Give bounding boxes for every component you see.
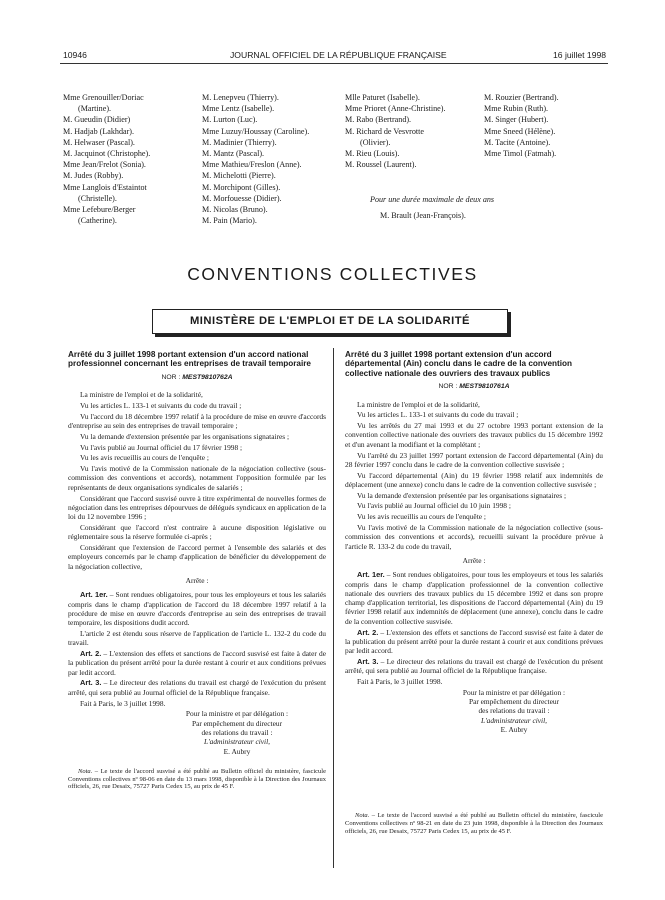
list-item: Mme Mathieu/Freslon (Anne). (202, 160, 302, 170)
decree-title: Arrêté du 3 juillet 1998 portant extension d'un accord national professionnel concernant les entreprises de travail temporaire (68, 350, 311, 369)
paragraph: Vu l'accord départemental (Ain) du 19 février 1998 relatif aux indemnités de déplacement (une annexe) conclu dans le cadre de la convention collective susvisée ; (345, 470, 603, 489)
paragraph: La ministre de l'emploi et de la solidarité, (357, 399, 480, 409)
list-item: Mme Luzuy/Houssay (Caroline). (202, 126, 310, 136)
name-list-col1 (63, 92, 150, 226)
signature-line: des relations du travail : (478, 706, 550, 716)
signatory-name: E. Aubry (223, 746, 251, 756)
article-3 (68, 678, 326, 697)
nota-text: – Le texte de l'accord susvisé a été publié au Bulletin officiel du ministère, fascicule Conventions collectives nº 98-06 en date du 13 mars 1998, disponible à la Direction des Journaux officiels, 26, rue Desaix, 75727 Paris Cedex 15, au prix de 45 F. (68, 767, 326, 791)
decree-title: Arrêté du 3 juillet 1998 portant extension d'un accord départemental (Ain) conclu dans le cadre de la convention collective nationale des ouvriers des travaux publics (345, 350, 573, 378)
paragraph: Vu l'arrêté du 23 juillet 1997 portant extension de l'accord départemental (Ain) du 28 février 1997 conclu dans le cadre de la convention collective susvisée ; (345, 450, 603, 469)
paragraph: Vu l'avis publié au Journal officiel du 17 février 1998 ; (80, 442, 243, 452)
article-1 (345, 570, 603, 626)
nor-reference (345, 382, 603, 391)
list-item: M. Mantz (Pascal). (202, 149, 265, 159)
list-item: M. Rabo (Bertrand). (345, 115, 412, 125)
list-item: Mme Lentz (Isabelle). (202, 104, 275, 114)
list-item: M. Morchipont (Gilles). (202, 182, 281, 192)
list-item: (Olivier). (360, 137, 391, 147)
paragraph: Vu l'avis publié au Journal officiel du 10 juin 1998 ; (357, 501, 511, 511)
column-divider (333, 348, 334, 868)
signature-line: L'administrateur civil, (203, 737, 271, 747)
list-item: M. Tacite (Antoine). (484, 137, 551, 147)
article-text: – Le directeur des relations du travail est chargé de l'exécution du présent arrêté, qui sera publié au Journal officiel de la République française. (68, 678, 326, 697)
article-text: – Sont rendues obligatoires, pour tous les employeurs et tous les salariés compris dans le champ d'application professionnel de la convention collective nationale des ouvriers des travaux publics du 15 décembre 1992 et dans son propre champ d'application territorial, les dispositions de l'accord départemental (Ain) du 19 février 1998 relatif aux indemnités de déplacement (une annexe), conclu dans le cadre de la convention collective susvisée. (345, 570, 603, 626)
journal-title: JOURNAL OFFICIEL DE LA RÉPUBLIQUE FRANÇAISE (230, 50, 447, 60)
list-item: Mme Lefebure/Berger (63, 205, 136, 215)
list-item: M. Roussel (Laurent). (345, 160, 417, 170)
list-item: M. Brault (Jean-François). (380, 211, 466, 221)
section-title: CONVENTIONS COLLECTIVES (187, 264, 478, 284)
list-item: Mme Jean/Frelot (Sonia). (63, 160, 146, 170)
paragraph: Considérant que l'accord susvisé ouvre à titre expérimental de nouvelles formes de négociation dans les entreprises dépourvues de délégués syndicaux en application de la loi du 12 novembre 1996 ; (68, 493, 326, 522)
paragraph: Vu la demande d'extension présentée par les organisations signataires ; (357, 490, 567, 500)
list-item: (Christelle). (78, 193, 117, 203)
nota (68, 768, 326, 791)
article-text: – Sont rendues obligatoires, pour tous les employeurs et tous les salariés compris dans le champ d'application de l'accord du 18 décembre 1997 relatif à la procédure de mise en œuvre d'accords d'entreprise au sein des entreprises de travail temporaire, les dispositions dudit accord. (68, 590, 326, 628)
signature-date: Fait à Paris, le 3 juillet 1998. (357, 677, 443, 687)
duration-heading: Pour une durée maximale de deux ans (370, 195, 495, 204)
list-item: M. Gueudin (Didier) (63, 115, 131, 125)
paragraph: Vu l'accord du 18 décembre 1997 relatif à la procédure de mise en œuvre d'accords d'entreprise au sein des entreprises de travail temporaire ; (68, 411, 326, 430)
paragraph: Considérant que l'extension de l'accord permet à l'ensemble des salariés et des employeurs concernés par le champ d'application de bénéficier du développement de la négociation collective, (68, 543, 326, 571)
name-list-col4 (484, 92, 559, 159)
article-text: – L'extension des effets et sanctions de l'accord susvisé est faite à dater de la publication du présent arrêté pour la durée restant à courir et aux conditions prévues par ledit accord. (68, 649, 326, 677)
list-item: Mme Prioret (Anne-Christine). (345, 104, 446, 114)
signature-line: L'administrateur civil, (480, 715, 548, 725)
signature-date: Fait à Paris, le 3 juillet 1998. (80, 698, 166, 708)
list-item: M. Richard de Vesvrotte (345, 126, 424, 136)
list-item: Mme Timol (Fatmah). (484, 149, 557, 159)
list-item: Mme Rubin (Ruth). (484, 104, 549, 114)
signature-line: des relations du travail : (201, 727, 273, 737)
extra-names (370, 194, 494, 221)
nor-code: MEST9810761A (459, 383, 510, 391)
name-list-col2 (202, 92, 309, 226)
list-item: (Martine). (78, 104, 112, 114)
article-label: Art. 1er. (357, 570, 385, 580)
list-item: M. Helwaser (Pascal). (63, 137, 135, 147)
paragraph: Vu les arrêtés du 27 mai 1993 et du 27 octobre 1993 portant extension de la convention collective nationale des ouvriers des travaux publics du 15 décembre 1992 et d'un avenant la modifiant et la complétant ; (345, 421, 603, 449)
list-item: M. Lurton (Luc). (202, 115, 258, 125)
list-item: M. Hadjab (Lakhdar). (63, 126, 135, 136)
arrete-heading: Arrête : (185, 575, 209, 585)
paragraph: Vu les articles L. 133-1 et suivants du code du travail ; (80, 400, 242, 410)
paragraph: Vu les avis recueillis au cours de l'enquête ; (357, 512, 486, 522)
list-item: Mme Sneed (Hélène). (484, 126, 556, 136)
signature-line: Pour la ministre et par délégation : (462, 687, 566, 697)
list-item: M. Madinier (Thierry). (202, 137, 277, 147)
paragraph: Vu l'avis motivé de la Commission nationale de la négociation collective (sous-commission des conventions et accords), notamment l'opposition formulée par les représentants de deux organisations syndicales de salariés ; (68, 464, 326, 492)
article-label: Art. 3. (80, 678, 102, 688)
issue-date: 16 juillet 1998 (553, 50, 607, 60)
article-1-b: L'article 2 est étendu sous réserve de l'application de l'article L. 132-2 du code du travail. (68, 628, 326, 648)
left-column (68, 350, 326, 793)
nor-reference (68, 373, 326, 382)
paragraph: La ministre de l'emploi et de la solidarité, (80, 390, 203, 400)
right-column (345, 350, 603, 837)
article-3 (345, 657, 603, 676)
article-label: Art. 3. (357, 656, 379, 666)
article-2 (68, 649, 326, 677)
list-item: Mlle Paturet (Isabelle). (345, 93, 420, 102)
article-text: – Le directeur des relations du travail est chargé de l'exécution du présent arrêté, qui sera publié au Journal officiel de la République française. (345, 656, 603, 676)
paragraph: Vu l'avis motivé de la Commission nationale de la négociation collective (sous-commission des conventions et accords), recueilli suivant la procédure prévue à l'article R. 133-2 du code du travail, (345, 523, 603, 551)
list-item: M. Pain (Mario). (202, 216, 257, 226)
article-label: Art. 2. (357, 627, 379, 637)
list-item: M. Singer (Hubert). (484, 115, 549, 125)
nor-label: NOR : (161, 373, 181, 381)
nota-label: Nota. (78, 767, 93, 775)
list-item: M. Judes (Robby). (63, 171, 124, 181)
nota-label: Nota. (355, 812, 370, 820)
name-list-col3 (345, 92, 445, 170)
nota-text: – Le texte de l'accord susvisé a été publié au Bulletin officiel du ministère, fascicule Conventions collectives nº 98-21 en date du 23 juin 1998, disponible à la Direction des Journaux officiels, 26, rue Desaix, 75727 Paris Cedex 15, au prix de 45 F. (345, 812, 603, 835)
article-label: Art. 1er. (80, 590, 108, 600)
page-number: 10946 (63, 50, 87, 60)
signatory-name: E. Aubry (500, 725, 528, 735)
list-item: M. Jacquinot (Christophe). (63, 149, 151, 159)
article-text: – L'extension des effets et sanctions de l'accord susvisé est faite à dater de la publication du présent arrêté pour la durée restant à courir et aux conditions prévues par ledit accord. (345, 627, 603, 656)
list-item: M. Nicolas (Bruno). (202, 205, 268, 215)
ministry-box: MINISTÈRE DE L'EMPLOI ET DE LA SOLIDARITÉ (152, 309, 508, 334)
paragraph: Vu les avis recueillis au cours de l'enquête ; (80, 453, 209, 463)
list-item: M. Rieu (Louis). (345, 149, 400, 159)
nor-code: MESТ9810762A (182, 373, 233, 381)
paragraph: Considérant que l'accord n'est contraire à aucune disposition législative ou réglementaire sous la réserve formulée ci-après ; (68, 522, 326, 542)
list-item: M. Rouzier (Bertrand). (484, 93, 559, 102)
arrete-heading: Arrête : (462, 555, 486, 565)
list-item: Mme Langlois d'Estaintot (63, 182, 147, 192)
list-item: Mme Grenouiller/Doriac (63, 93, 144, 102)
nor-label: NOR : (438, 383, 458, 391)
paragraph: Vu les articles L. 133-1 et suivants du code du travail ; (357, 410, 519, 420)
article-2 (345, 628, 603, 656)
paragraph: Vu la demande d'extension présentée par les organisations signataires ; (80, 431, 290, 441)
nota (345, 812, 603, 835)
list-item: M. Morfouesse (Didier). (202, 193, 282, 203)
article-label: Art. 2. (80, 649, 102, 659)
header-rule (60, 63, 608, 64)
signature-line: Pour la ministre et par délégation : (185, 709, 289, 719)
list-item: M. Lenepveu (Thierry). (202, 93, 279, 102)
list-item: M. Michelotti (Pierre). (202, 171, 276, 181)
signature-line: Par empêchement du directeur (191, 718, 283, 728)
signature-line: Par empêchement du directeur (468, 697, 560, 707)
list-item: (Catherine). (78, 216, 117, 226)
article-1 (68, 590, 326, 627)
